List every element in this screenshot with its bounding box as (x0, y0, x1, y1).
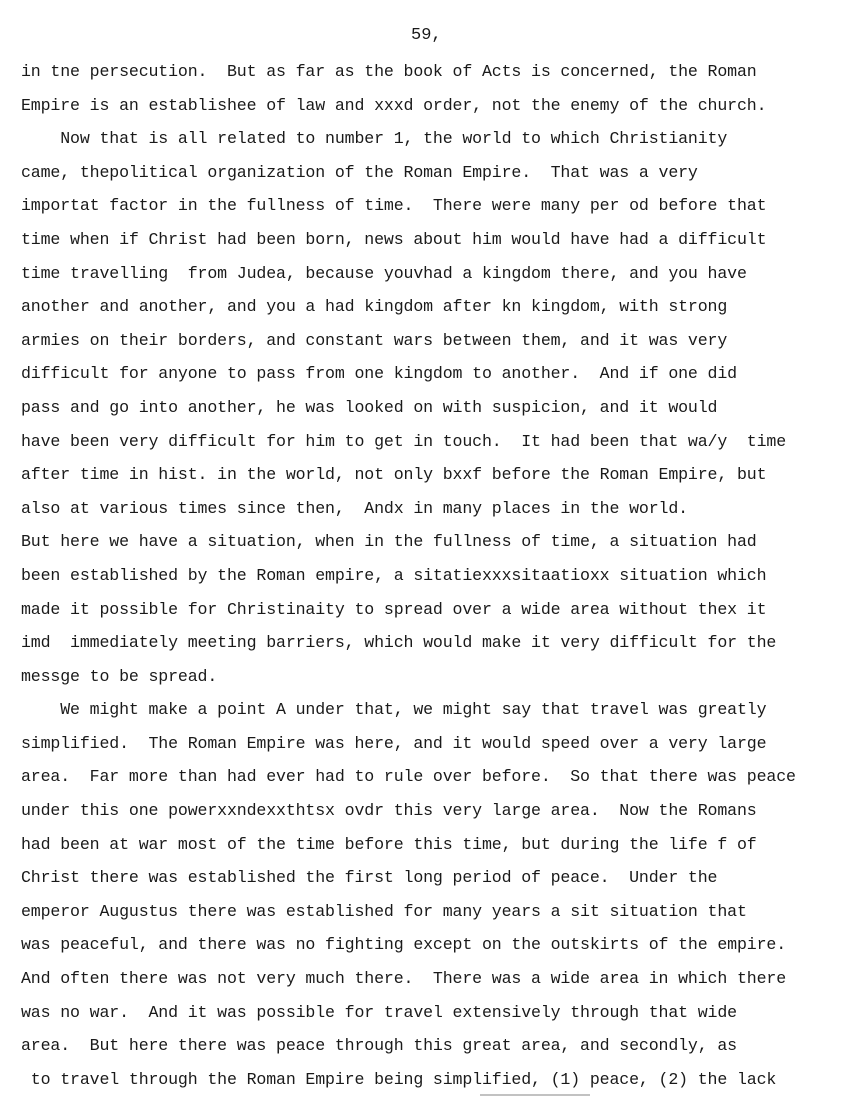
text-line: messge to be spread. (21, 666, 218, 686)
text-line: under this one powerxxndexxthtsx ovdr this very large area. Now the Romans (21, 801, 757, 821)
text-line: Empire is an establishee of law and xxxd order, not the enemy of the church. (21, 95, 767, 115)
text-line: to travel through the Roman Empire being simplified, (1) peace, (2) the lack (21, 1069, 777, 1089)
text-line: We might make a point A under that, we might say that travel was greatly (21, 700, 767, 720)
text-line: came, thepolitical organization of the Roman Empire. That was a very (21, 162, 698, 182)
text-line: had been at war most of the time before this time, but during the life f of (21, 834, 757, 854)
text-line: area. Far more than had ever had to rule over before. So that there was peace (21, 767, 796, 787)
text-line: And often there was not very much there. There was a wide area in which there (21, 969, 787, 989)
text-line: armies on their borders, and constant wars between them, and it was very (21, 330, 728, 350)
text-line: been established by the Roman empire, a sitatiexxxsitaatioxx situation which (21, 565, 767, 585)
text-line: But here we have a situation, when in the fullness of time, a situation had (21, 532, 757, 552)
text-line: Now that is all related to number 1, the world to which Christianity (21, 129, 728, 149)
text-line: after time in hist. in the world, not only bxxf before the Roman Empire, but (21, 465, 767, 485)
text-line: area. But here there was peace through this great area, and secondly, as (21, 1036, 737, 1056)
body-text (21, 55, 833, 1096)
text-line: simplified. The Roman Empire was here, and it would speed over a very large (21, 733, 767, 753)
page-number: 59, (411, 26, 442, 45)
text-line: was no war. And it was possible for travel extensively through that wide (21, 1002, 737, 1022)
text-line: pass and go into another, he was looked on with suspicion, and it would (21, 397, 718, 417)
text-line: another and another, and you a had kingdom after kn kingdom, with strong (21, 297, 728, 317)
text-line: was peaceful, and there was no fighting except on the outskirts of the empire. (21, 935, 787, 955)
text-line: in tne persecution. But as far as the book of Acts is concerned, the Roman (21, 62, 757, 81)
text-line: time travelling from Judea, because youvhad a kingdom there, and you have (21, 263, 747, 283)
text-line: also at various times since then, Andx in many places in the world. (21, 498, 688, 518)
text-line: imd immediately meeting barriers, which would make it very difficult for the (21, 633, 777, 653)
text-line: have been very difficult for him to get in touch. It had been that wa/y time (21, 431, 787, 451)
text-line: made it possible for Christinaity to spread over a wide area without thex it (21, 599, 767, 619)
text-line: time when if Christ had been born, news about him would have had a difficult (21, 229, 767, 249)
text-line: importat factor in the fullness of time. There were many per od before that (21, 196, 767, 216)
text-line: difficult for anyone to pass from one kingdom to another. And if one did (21, 364, 737, 384)
scan-artifact (480, 1094, 590, 1096)
text-line: emperor Augustus there was established for many years a sit situation that (21, 901, 747, 921)
text-line: Christ there was established the first long period of peace. Under the (21, 868, 718, 888)
